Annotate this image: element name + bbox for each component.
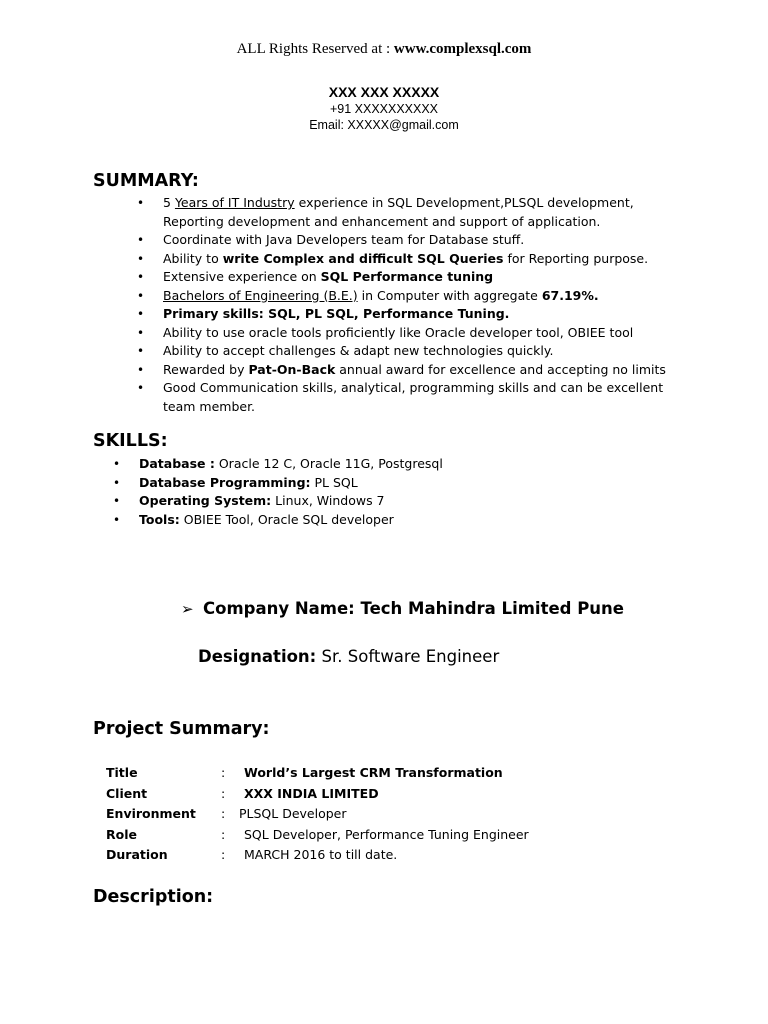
project-field-colon: : (221, 806, 226, 821)
summary-item-text: Years of IT Industry (174, 195, 295, 210)
arrow-bullet-icon: ➢ (181, 600, 194, 618)
summary-item (137, 231, 683, 250)
bullet-icon: • (137, 196, 145, 210)
project-summary-row (106, 827, 529, 848)
skills-item-text: Database : (139, 456, 215, 471)
summary-item-text: experience in SQL Development,PLSQL development, Reporting development and enhancement and support of application. (163, 195, 634, 229)
summary-item-text: write Complex and difficult SQL Queries (222, 250, 504, 266)
project-field-label: Client (106, 785, 148, 801)
project-field-value: PLSQL Developer (239, 806, 347, 821)
skills-item (113, 492, 659, 511)
candidate-name: XXX XXX XXXXX (328, 84, 440, 100)
skills-heading: SKILLS: (93, 431, 168, 451)
skills-item-text: Operating System: (139, 493, 272, 508)
bullet-icon: • (137, 381, 145, 395)
project-summary-row (106, 786, 529, 807)
summary-item-text: Coordinate with Java Developers team for Database stuff. (163, 232, 525, 247)
skills-item-text: Linux, Windows 7 (271, 493, 385, 508)
project-field-label: Title (106, 765, 138, 780)
summary-item (137, 342, 683, 361)
rights-prefix: ALL Rights Reserved at : (236, 41, 394, 57)
bullet-icon: • (137, 344, 145, 358)
summary-item-text: Bachelors of Engineering (B.E.) (163, 287, 358, 303)
summary-item-text: for Reporting purpose. (503, 250, 649, 266)
project-summary-row (106, 765, 529, 786)
bullet-icon: • (113, 494, 121, 508)
summary-item-text: annual award for excellence and accepting no limits (335, 361, 666, 377)
project-field-colon: : (221, 847, 226, 862)
skills-item-text: Oracle 12 C, Oracle 11G, Postgresql (214, 456, 443, 471)
summary-heading: SUMMARY: (93, 171, 199, 191)
bullet-icon: • (113, 512, 121, 527)
summary-item (137, 268, 683, 287)
skills-item-text: OBIEE Tool, Oracle SQL developer (179, 511, 394, 527)
bullet-icon: • (137, 307, 145, 321)
skills-item-text: Database Programming: (139, 474, 311, 490)
project-field-label: Environment (106, 806, 196, 821)
bullet-icon: • (137, 325, 145, 340)
summary-item (137, 250, 683, 269)
summary-item-text: Ability to accept challenges & adapt new technologies quickly. (163, 343, 554, 358)
bullet-icon: • (137, 270, 145, 284)
summary-item (137, 324, 683, 343)
bullet-icon: • (137, 362, 145, 377)
summary-item-text: Ability to (163, 250, 223, 266)
bullet-icon: • (137, 288, 145, 303)
project-field-value: XXX INDIA LIMITED (244, 785, 379, 801)
bullet-icon: • (113, 457, 121, 471)
skills-item (113, 511, 659, 530)
candidate-email: Email: XXXXX@gmail.com (309, 118, 459, 132)
designation-label: Designation: (198, 647, 317, 666)
summary-item-text: Primary skills: SQL, PL SQL, Performance Tuning. (163, 306, 510, 321)
summary-item-text: Rewarded by (163, 361, 249, 377)
skills-list (113, 455, 659, 529)
project-field-colon: : (221, 785, 226, 801)
bullet-icon: • (137, 233, 145, 247)
summary-item-text: Pat-On-Back (248, 361, 336, 377)
project-field-label: Duration (106, 847, 168, 862)
project-field-value: World’s Largest CRM Transformation (244, 765, 503, 780)
summary-item (137, 194, 683, 231)
summary-item (137, 379, 683, 416)
description-heading: Description: (93, 887, 214, 907)
summary-item-text: in Computer with aggregate (357, 287, 542, 303)
summary-item-text: SQL Performance tuning (320, 269, 494, 284)
contact-block (0, 84, 768, 133)
project-field-value: SQL Developer, Performance Tuning Engineer (244, 826, 529, 842)
project-field-colon: : (221, 826, 226, 842)
project-field-value: MARCH 2016 to till date. (244, 847, 398, 862)
project-summary-row (106, 847, 529, 868)
candidate-phone: +91 XXXXXXXXXX (329, 102, 439, 116)
skills-item (113, 474, 659, 493)
summary-item-text: Good Communication skills, analytical, programming skills and can be excellent team member. (163, 380, 664, 414)
project-field-colon: : (221, 765, 226, 780)
summary-list (137, 194, 683, 416)
summary-item-text: 5 (163, 195, 175, 210)
summary-item-text: Extensive experience on (163, 269, 321, 284)
bullet-icon: • (137, 251, 145, 266)
summary-item-text: Ability to use oracle tools proficiently like Oracle developer tool, OBIEE tool (163, 324, 634, 340)
bullet-icon: • (113, 475, 121, 490)
skills-item-text: Tools: (139, 511, 180, 527)
rights-site-link[interactable]: www.complexsql.com (393, 41, 532, 57)
project-field-label: Role (106, 826, 137, 842)
company-name: Company Name: Tech Mahindra Limited Pune (203, 599, 624, 618)
skills-item (113, 455, 659, 474)
summary-item-text: 67.19%. (541, 287, 599, 303)
summary-item (137, 361, 683, 380)
summary-item (137, 305, 683, 324)
company-line (181, 599, 624, 618)
project-summary-heading: Project Summary: (93, 719, 270, 739)
designation-line (198, 647, 499, 666)
summary-item (137, 287, 683, 306)
project-summary-table (106, 765, 529, 868)
project-summary-row (106, 806, 529, 827)
rights-header (0, 41, 768, 58)
designation-value: Sr. Software Engineer (316, 647, 500, 666)
skills-item-text: PL SQL (310, 474, 358, 490)
